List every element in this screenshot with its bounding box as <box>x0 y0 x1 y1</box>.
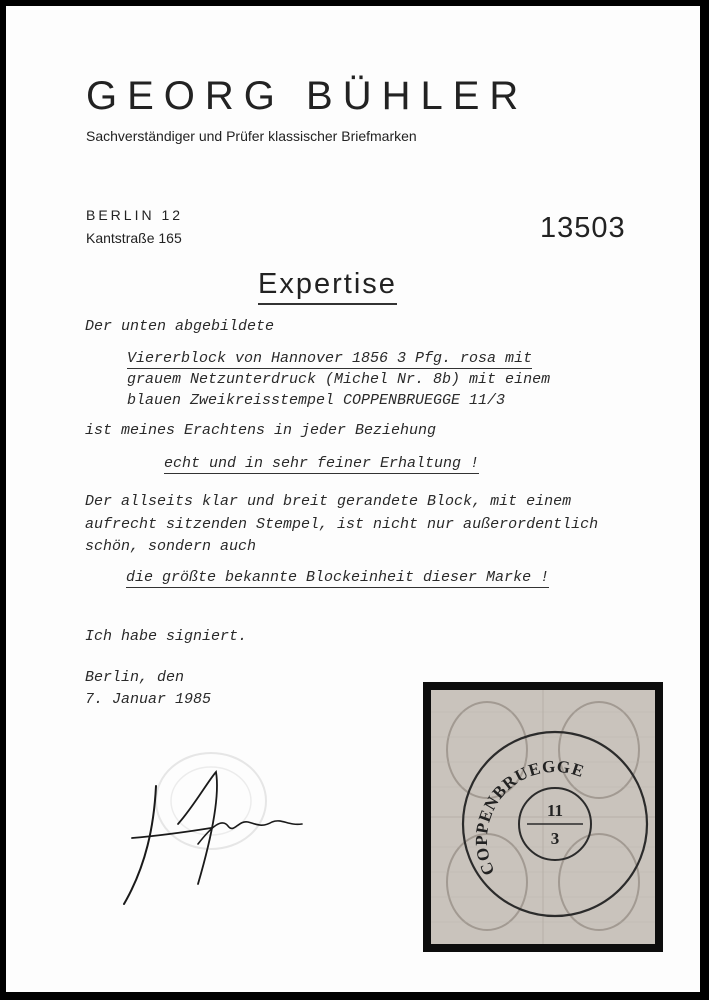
address-city: BERLIN 12 <box>86 207 184 223</box>
postmark <box>423 682 663 952</box>
description-line: blauen Zweikreisstempel COPPENBRUEGGE 11/3 <box>127 392 506 409</box>
verdict-line: echt und in sehr feiner Erhaltung ! <box>164 455 480 472</box>
description-line: Viererblock von Hannover 1856 3 Pfg. rosa mit <box>127 350 533 367</box>
certificate-number: 13503 <box>540 212 626 244</box>
postmark-month: 3 <box>550 829 560 848</box>
signed-note: Ich habe signiert. <box>85 628 248 645</box>
document-heading: Expertise <box>258 268 397 305</box>
address-street: Kantstraße 165 <box>86 230 182 246</box>
svg-text:COPPENBRUEGGE <box>472 757 587 878</box>
paragraph-line: Der allseits klar und breit gerandete Block, mit einem <box>85 493 572 510</box>
issuer-subtitle: Sachverständiger und Prüfer klassischer Briefmarken <box>86 128 417 144</box>
date-line: 7. Januar 1985 <box>85 691 212 708</box>
verdict-intro: ist meines Erachtens in jeder Beziehung <box>85 422 437 439</box>
description-line: grauem Netzunterdruck (Michel Nr. 8b) mit einem <box>127 371 551 388</box>
certificate-page <box>6 6 700 992</box>
place-line: Berlin, den <box>85 669 185 686</box>
stamp-block-photo <box>423 682 663 952</box>
highlight-line: die größte bekannte Blockeinheit dieser Marke ! <box>126 569 550 586</box>
issuer-name: GEORG BÜHLER <box>86 74 529 118</box>
paragraph-line: schön, sondern auch <box>85 538 257 555</box>
handwritten-signature-icon <box>116 766 316 916</box>
postmark-day: 11 <box>546 801 564 820</box>
intro-line: Der unten abgebildete <box>85 318 275 335</box>
postmark-text: COPPENBRUEGGE <box>471 756 588 879</box>
paragraph-line: aufrecht sitzenden Stempel, ist nicht nur außerordentlich <box>85 516 599 533</box>
